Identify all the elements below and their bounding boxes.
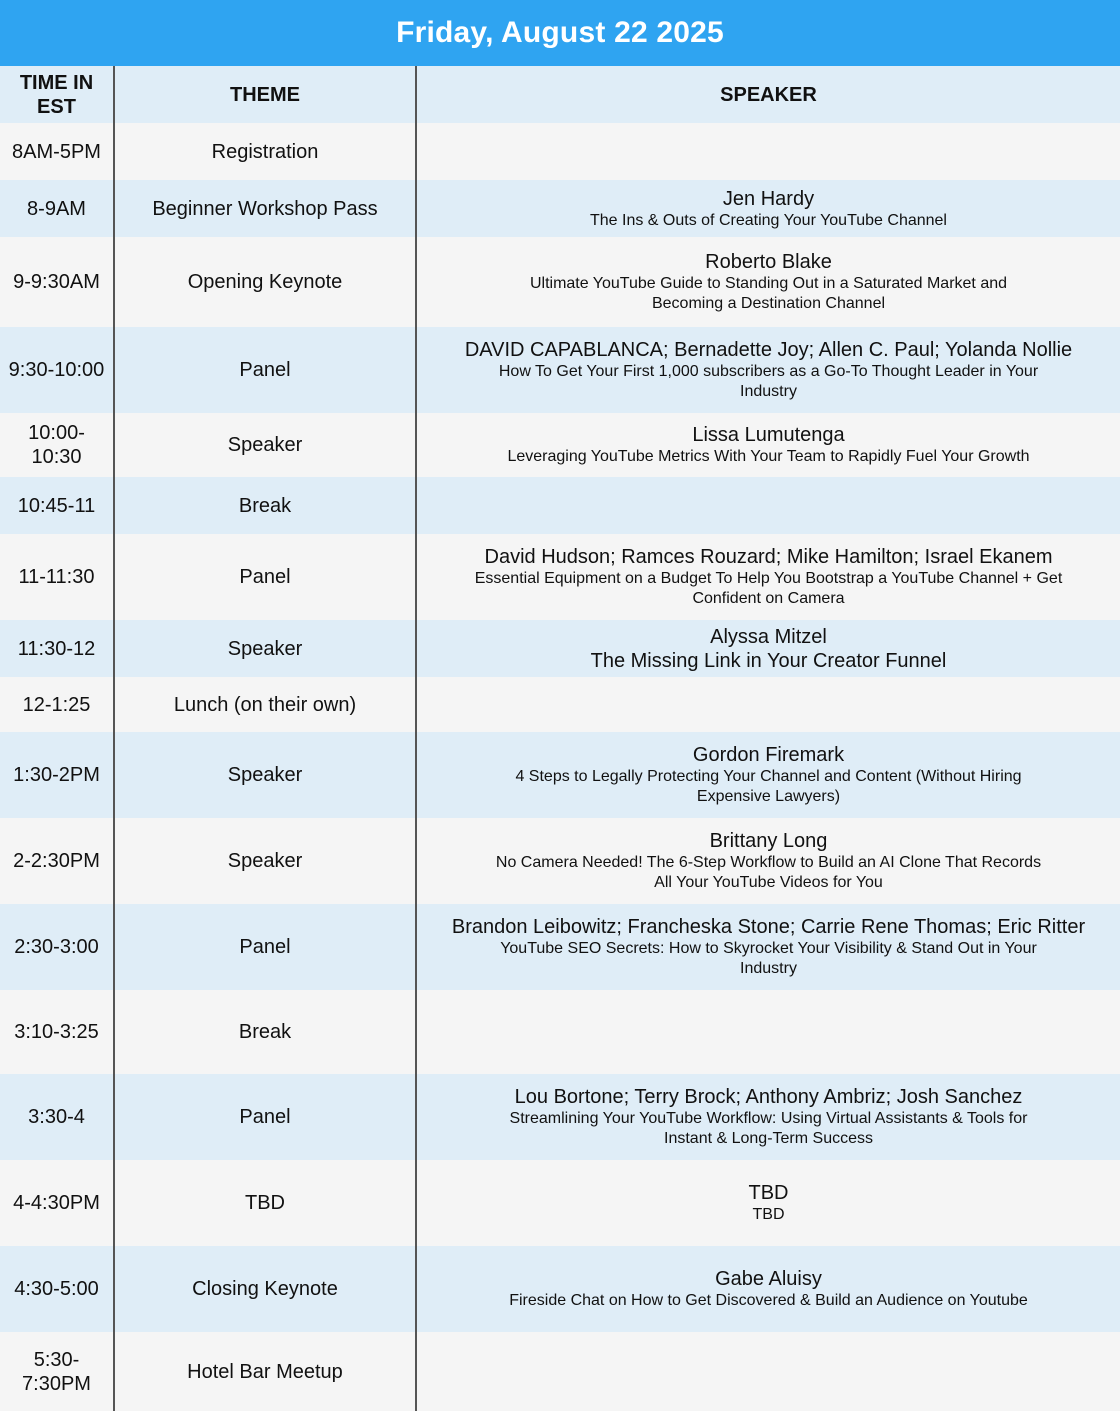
table-row xyxy=(0,818,1120,904)
session-speaker-cell xyxy=(416,818,1120,904)
session-theme: Break xyxy=(114,477,416,534)
table-row xyxy=(0,677,1120,732)
column-header-speaker: SPEAKER xyxy=(416,66,1120,123)
talk-title: Essential Equipment on a Budget To Help You Bootstrap a YouTube Channel + Get Confident on Camera xyxy=(474,570,1063,607)
speaker-name: Brittany Long xyxy=(709,830,828,852)
session-time: 4-4:30PM xyxy=(0,1160,114,1246)
talk-title: The Ins & Outs of Creating Your YouTube Channel xyxy=(590,211,947,229)
speaker-name: Lou Bortone; Terry Brock; Anthony Ambriz; Josh Sanchez xyxy=(514,1086,1023,1108)
table-row xyxy=(0,477,1120,534)
table-row xyxy=(0,327,1120,413)
table-row xyxy=(0,1246,1120,1332)
speaker-name: Roberto Blake xyxy=(705,251,832,273)
session-theme: Lunch (on their own) xyxy=(114,677,416,732)
speaker-name: Lissa Lumutenga xyxy=(692,424,845,446)
session-speaker-cell xyxy=(416,620,1120,677)
talk-title: The Missing Link in Your Creator Funnel xyxy=(590,649,947,672)
session-theme: Panel xyxy=(114,534,416,620)
table-row xyxy=(0,123,1120,180)
speaker-name: Alyssa Mitzel xyxy=(710,625,827,648)
talk-title: 4 Steps to Legally Protecting Your Channel and Content (Without Hiring Expensive Lawyers) xyxy=(515,768,1022,805)
table-row xyxy=(0,1160,1120,1246)
session-time: 8-9AM xyxy=(0,180,114,237)
session-speaker-cell xyxy=(416,732,1120,818)
table-row xyxy=(0,1074,1120,1160)
session-theme: Registration xyxy=(114,123,416,180)
session-time: 8AM-5PM xyxy=(0,123,114,180)
session-speaker-cell xyxy=(416,534,1120,620)
session-theme: Closing Keynote xyxy=(114,1246,416,1332)
talk-title: TBD xyxy=(752,1206,785,1223)
table-row xyxy=(0,237,1120,327)
column-header-theme: THEME xyxy=(114,66,416,123)
talk-title: YouTube SEO Secrets: How to Skyrocket Your Visibility & Stand Out in Your Industry xyxy=(500,940,1037,977)
speaker-name: David Hudson; Ramces Rouzard; Mike Hamilton; Israel Ekanem xyxy=(484,546,1053,568)
speaker-name: Gordon Firemark xyxy=(692,744,845,766)
table-row xyxy=(0,990,1120,1074)
session-speaker-cell xyxy=(416,677,1120,732)
speaker-name: DAVID CAPABLANCA; Bernadette Joy; Allen C. Paul; Yolanda Nollie xyxy=(464,339,1073,361)
session-theme: Panel xyxy=(114,1074,416,1160)
session-theme: Speaker xyxy=(114,620,416,677)
session-speaker-cell xyxy=(416,237,1120,327)
session-theme: TBD xyxy=(114,1160,416,1246)
session-speaker-cell xyxy=(416,1074,1120,1160)
table-row xyxy=(0,904,1120,990)
session-time: 1:30-2PM xyxy=(0,732,114,818)
session-theme: Speaker xyxy=(114,818,416,904)
session-speaker-cell xyxy=(416,413,1120,477)
session-theme: Beginner Workshop Pass xyxy=(114,180,416,237)
session-time: 5:30-7:30PM xyxy=(0,1332,114,1411)
talk-title: Ultimate YouTube Guide to Standing Out in a Saturated Market and Becoming a Destination Channel xyxy=(529,275,1008,312)
session-speaker-cell xyxy=(416,990,1120,1074)
talk-title: Leveraging YouTube Metrics With Your Team to Rapidly Fuel Your Growth xyxy=(507,448,1030,465)
session-speaker-cell xyxy=(416,1332,1120,1411)
session-theme: Panel xyxy=(114,904,416,990)
speaker-name: Brandon Leibowitz; Francheska Stone; Carrie Rene Thomas; Eric Ritter xyxy=(451,916,1086,938)
session-time: 2:30-3:00 xyxy=(0,904,114,990)
session-speaker-cell xyxy=(416,904,1120,990)
session-speaker-cell xyxy=(416,477,1120,534)
session-time: 3:10-3:25 xyxy=(0,990,114,1074)
session-time: 2-2:30PM xyxy=(0,818,114,904)
session-speaker-cell xyxy=(416,123,1120,180)
talk-title: Streamlining Your YouTube Workflow: Using Virtual Assistants & Tools for Instant & Long-Term Success xyxy=(509,1110,1028,1147)
session-theme: Speaker xyxy=(114,413,416,477)
table-row xyxy=(0,413,1120,477)
session-theme: Hotel Bar Meetup xyxy=(114,1332,416,1411)
schedule-date-banner: Friday, August 22 2025 xyxy=(0,0,1120,66)
session-time: 4:30-5:00 xyxy=(0,1246,114,1332)
session-time: 9-9:30AM xyxy=(0,237,114,327)
column-header-time: TIME IN EST xyxy=(0,66,114,123)
session-time: 11-11:30 xyxy=(0,534,114,620)
session-time: 12-1:25 xyxy=(0,677,114,732)
session-speaker-cell xyxy=(416,1246,1120,1332)
schedule-table xyxy=(0,66,1120,1411)
session-time: 9:30-10:00 xyxy=(0,327,114,413)
speaker-name: Jen Hardy xyxy=(722,187,815,210)
session-speaker-cell xyxy=(416,327,1120,413)
session-time: 10:45-11 xyxy=(0,477,114,534)
session-theme: Break xyxy=(114,990,416,1074)
session-speaker-cell xyxy=(416,1160,1120,1246)
talk-title: Fireside Chat on How to Get Discovered & Build an Audience on Youtube xyxy=(509,1292,1028,1309)
table-row xyxy=(0,534,1120,620)
session-theme: Opening Keynote xyxy=(114,237,416,327)
table-row xyxy=(0,620,1120,677)
talk-title: No Camera Needed! The 6-Step Workflow to Build an AI Clone That Records All Your YouTube Videos for You xyxy=(495,854,1042,891)
session-theme: Panel xyxy=(114,327,416,413)
table-row xyxy=(0,180,1120,237)
table-row xyxy=(0,1332,1120,1411)
table-header-row xyxy=(0,66,1120,123)
talk-title: How To Get Your First 1,000 subscribers as a Go-To Thought Leader in Your Industry xyxy=(498,363,1039,400)
session-theme: Speaker xyxy=(114,732,416,818)
speaker-name: TBD xyxy=(748,1182,789,1204)
session-speaker-cell xyxy=(416,180,1120,237)
speaker-name: Gabe Aluisy xyxy=(715,1268,822,1290)
table-row xyxy=(0,732,1120,818)
session-time: 3:30-4 xyxy=(0,1074,114,1160)
session-time: 11:30-12 xyxy=(0,620,114,677)
session-time: 10:00-10:30 xyxy=(0,413,114,477)
